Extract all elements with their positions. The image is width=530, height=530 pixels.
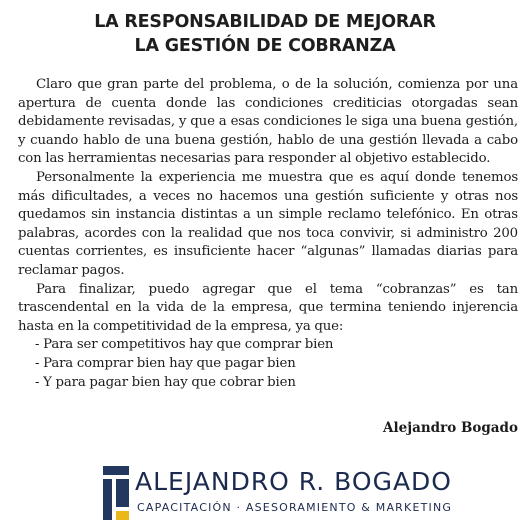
paragraph-2: Personalmente la experiencia me muestra que es aquí donde tenemos más dificultades, a veces no hacemos una gestión suficiente y otras nos quedamos sin instancia distintas a un simple reclamo telefónico. En otras palabras, acordes con la realidad que nos toca convivir, si administro 200 cuentas corrientes, es insuficiente hacer “algunas” llamadas diarias para reclamar pagos. xyxy=(18,169,518,278)
list-item: - Para ser competitivos hay que comprar bien xyxy=(35,337,334,353)
list-item: - Y para pagar bien hay que cobrar bien xyxy=(35,374,296,390)
article-title xyxy=(0,10,530,58)
paragraph-3: Para finalizar, puedo agregar que el tema “cobranzas” es tan trascendental en la vida de la empresa, que termina teniendo injerencia hasta en la competitividad de la empresa, ya que: xyxy=(18,281,518,334)
brand-tagline: CAPACITACIÓN · ASESORAMIENTO & MARKETING xyxy=(137,501,453,514)
article-body xyxy=(18,76,518,392)
title-line-1: LA RESPONSABILIDAD DE MEJORAR xyxy=(94,12,436,32)
brand-name: ALEJANDRO R. BOGADO xyxy=(135,467,452,496)
brand-footer xyxy=(103,466,523,520)
conclusion-list xyxy=(18,336,518,392)
title-line-2: LA GESTIÓN DE COBRANZA xyxy=(134,36,396,56)
bars-logo-icon xyxy=(103,466,129,520)
author-signature: Alejandro Bogado xyxy=(383,420,518,436)
paragraph-1: Claro que gran parte del problema, o de la solución, comienza por una apertura de cuenta donde las condiciones crediticias otorgadas sean debidamente revisadas, y que a esas condiciones le siga una buena gestión, y cuando hablo de una buena gestión, hablo de una gestión llevada a cabo con las herramientas necesarias para responder al objetivo establecido. xyxy=(18,77,518,167)
list-item: - Para comprar bien hay que pagar bien xyxy=(35,355,296,371)
